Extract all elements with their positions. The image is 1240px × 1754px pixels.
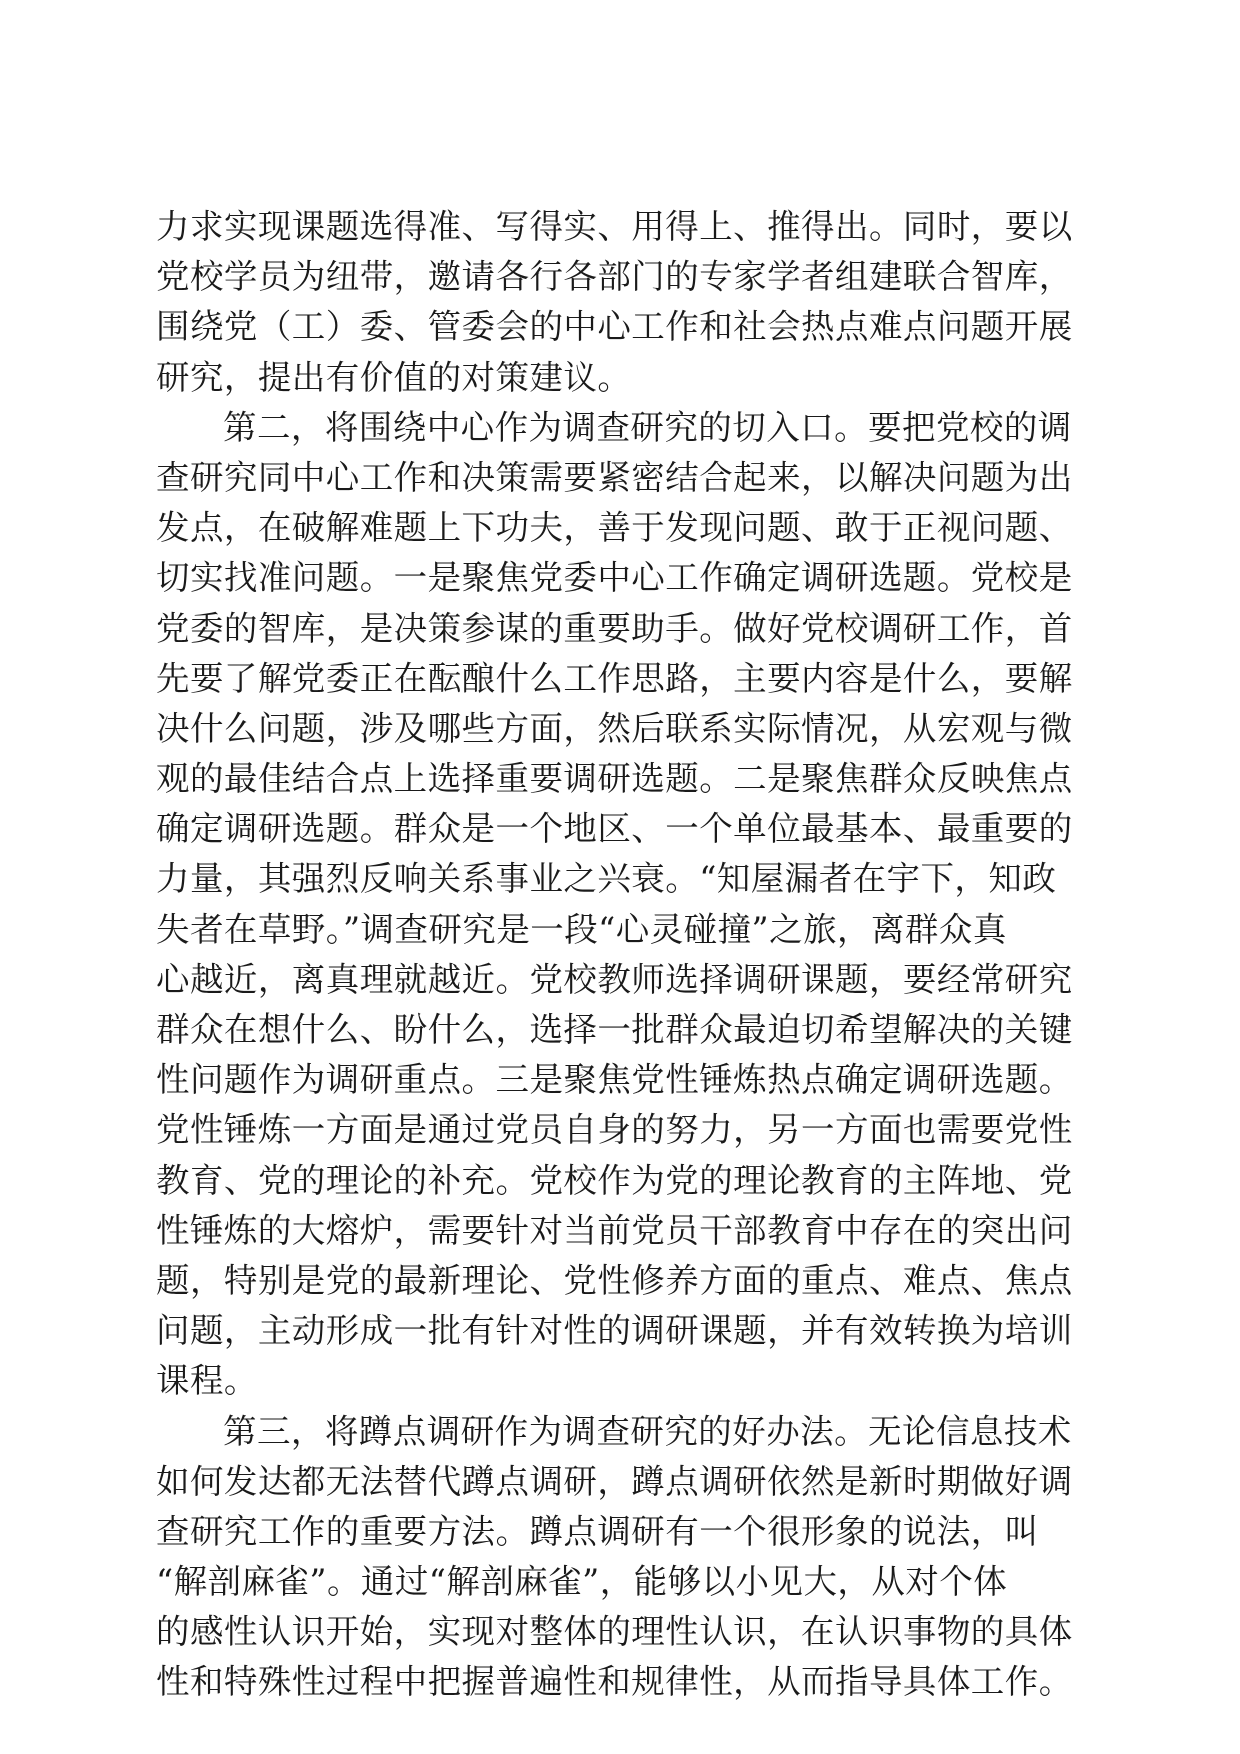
paragraph-start-line: 第二，将围绕中心作为调查研究的切入口。要把党校的调 bbox=[223, 407, 1072, 447]
text-line: 如何发达都无法替代蹲点调研，蹲点调研依然是新时期做好调 bbox=[156, 1461, 1073, 1501]
text-line: 先要了解党委正在酝酿什么工作思路，主要内容是什么，要解 bbox=[156, 658, 1073, 698]
text-line: 党校学员为纽带，邀请各行各部门的专家学者组建联合智库， bbox=[156, 257, 1073, 297]
text-line: 问题，主动形成一批有针对性的调研课题，并有效转换为培训 bbox=[156, 1311, 1073, 1351]
text-line: 性锤炼的大熔炉，需要针对当前党员干部教育中存在的突出问 bbox=[156, 1210, 1073, 1250]
text-line: 教育、党的理论的补充。党校作为党的理论教育的主阵地、党 bbox=[156, 1160, 1073, 1200]
text-line: 查研究同中心工作和决策需要紧密结合起来，以解决问题为出 bbox=[156, 457, 1073, 497]
text-line: 发点，在破解难题上下功夫，善于发现问题、敢于正视问题、 bbox=[156, 508, 1073, 548]
text-line: 研究，提出有价值的对策建议。 bbox=[156, 357, 632, 397]
text-line: 题，特别是党的最新理论、党性修养方面的重点、难点、焦点 bbox=[156, 1260, 1073, 1300]
text-line: 力求实现课题选得准、写得实、用得上、推得出。同时，要以 bbox=[156, 207, 1073, 246]
text-line: 的感性认识开始，实现对整体的理性认识，在认识事物的具体 bbox=[156, 1612, 1073, 1652]
text-line: 决什么问题，涉及哪些方面，然后联系实际情况，从宏观与微 bbox=[156, 708, 1073, 748]
body-text bbox=[156, 202, 1084, 1708]
text-line: 群众在想什么、盼什么，选择一批群众最迫切希望解决的关键 bbox=[156, 1010, 1073, 1049]
text-line: 心越近，离真理就越近。党校教师选择调研课题，要经常研究 bbox=[156, 959, 1073, 999]
paragraph-start-line: 第三，将蹲点调研作为调查研究的好办法。无论信息技术 bbox=[223, 1411, 1072, 1451]
text-line: 确定调研选题。群众是一个地区、一个单位最基本、最重要的 bbox=[156, 809, 1073, 849]
text-line: 力量，其强烈反响关系事业之兴衰。“知屋漏者在宇下，知政 bbox=[156, 859, 1057, 899]
text-line: 失者在草野。”调查研究是一段“心灵碰撞”之旅，离群众真 bbox=[156, 909, 1007, 949]
text-line: 观的最佳结合点上选择重要调研选题。二是聚焦群众反映焦点 bbox=[156, 759, 1073, 799]
text-line: 党委的智库，是决策参谋的重要助手。做好党校调研工作，首 bbox=[156, 608, 1073, 648]
text-line: 党性锤炼一方面是通过党员自身的努力，另一方面也需要党性 bbox=[156, 1110, 1073, 1150]
text-line: 查研究工作的重要方法。蹲点调研有一个很形象的说法，叫 bbox=[156, 1511, 1039, 1551]
text-line: 围绕党（工）委、管委会的中心工作和社会热点难点问题开展 bbox=[156, 307, 1073, 347]
text-line: 性问题作为调研重点。三是聚焦党性锤炼热点确定调研选题。 bbox=[156, 1060, 1073, 1100]
text-line: 性和特殊性过程中把握普遍性和规律性，从而指导具体工作。 bbox=[156, 1662, 1073, 1702]
text-line: 切实找准问题。一是聚焦党委中心工作确定调研选题。党校是 bbox=[156, 558, 1073, 598]
text-line: “解剖麻雀”。通过“解剖麻雀”，能够以小见大，从对个体 bbox=[156, 1562, 1008, 1602]
text-line: 课程。 bbox=[156, 1361, 258, 1401]
